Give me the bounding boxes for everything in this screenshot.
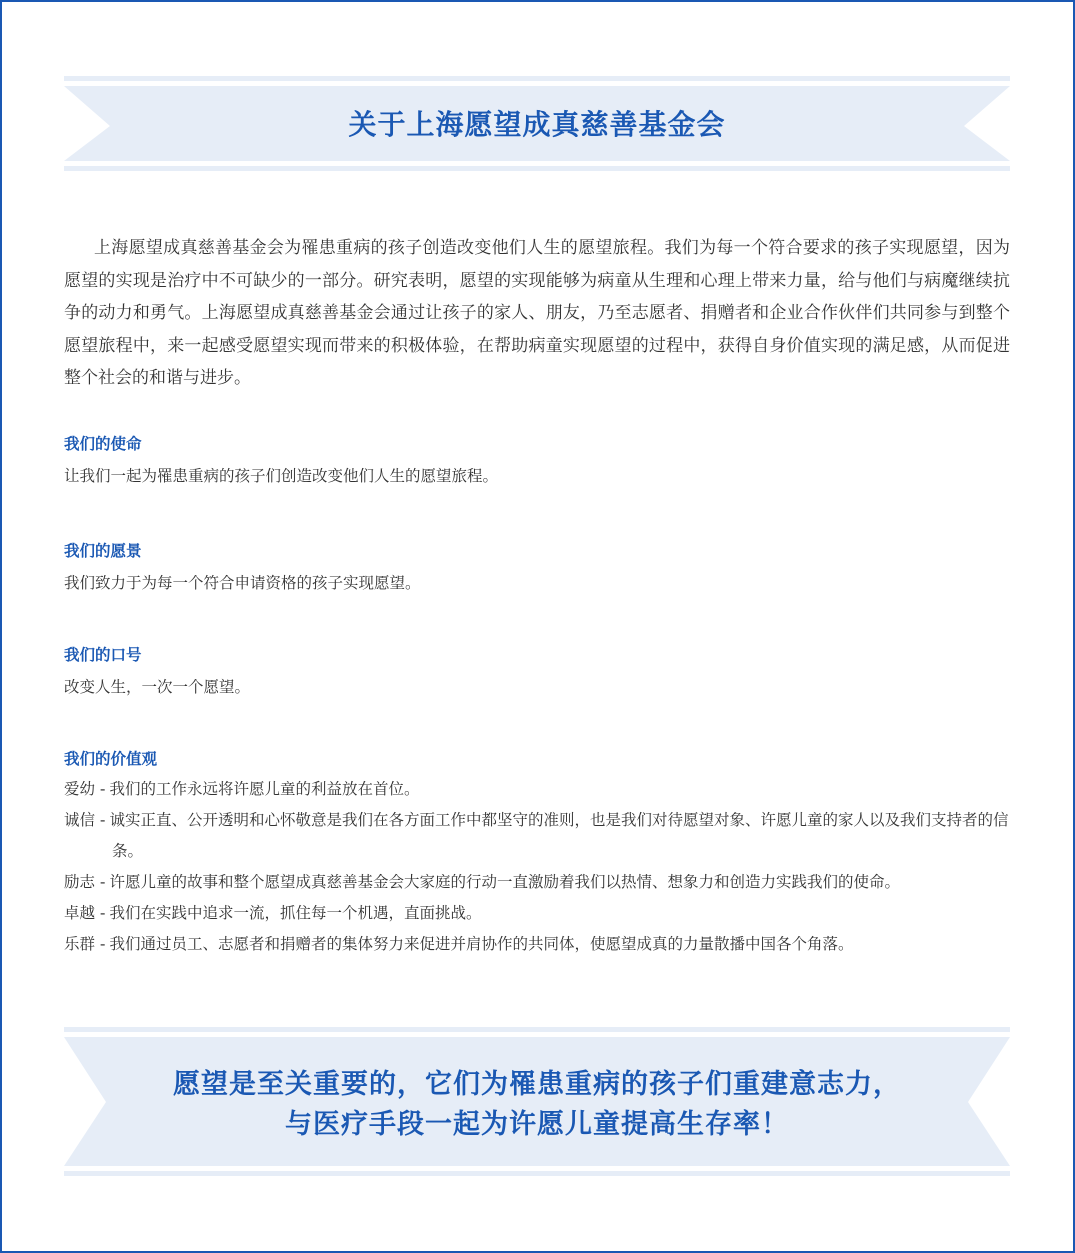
- value-key: 卓越 -: [64, 904, 106, 922]
- slogan-text: 改变人生，一次一个愿望。: [64, 678, 251, 696]
- title-banner: [64, 76, 1010, 171]
- vision-section: [64, 540, 1010, 594]
- values-heading: 我们的价值观: [64, 750, 158, 768]
- value-item-integrity: [64, 805, 1010, 867]
- footer-slogan-line2: 与医疗手段一起为许愿儿童提高生存率！: [285, 1109, 789, 1140]
- mission-text: 让我们一起为罹患重病的孩子们创造改变他们人生的愿望旅程。: [64, 467, 499, 485]
- slogan-heading: 我们的口号: [64, 646, 142, 664]
- value-key: 乐群 -: [64, 935, 106, 953]
- footer-banner: [64, 1027, 1010, 1176]
- value-key: 诚信 -: [64, 811, 106, 829]
- page-title: 关于上海愿望成真慈善基金会: [348, 108, 726, 141]
- intro-paragraph: 上海愿望成真慈善基金会为罹患重病的孩子创造改变他们人生的愿望旅程。我们为每一个符合要求的孩子实现愿望，因为愿望的实现是治疗中不可缺少的一部分。研究表明，愿望的实现能够为病童从生理和心理上带来力量，给与他们与病魔继续抗争的动力和勇气。上海愿望成真慈善基金会通过让孩子的家人、朋友，乃至志愿者、捐赠者和企业合作伙伴们共同参与到整个愿望旅程中，来一起感受愿望实现而带来的积极体验，在帮助病童实现愿望的过程中，获得自身价值实现的满足感，从而促进整个社会的和谐与进步。: [64, 238, 1010, 388]
- value-item-love: [64, 774, 1010, 805]
- footer-slogan-line1: 愿望是至关重要的，它们为罹患重病的孩子们重建意志力，: [173, 1069, 901, 1100]
- value-text: 我们的工作永远将许愿儿童的利益放在首位。: [109, 780, 420, 798]
- value-key: 爱幼 -: [64, 780, 106, 798]
- slogan-section: [64, 644, 1010, 698]
- mission-section: [64, 433, 1010, 487]
- value-key: 励志 -: [64, 873, 106, 891]
- value-item-inspiration: [64, 867, 1010, 898]
- mission-heading: 我们的使命: [64, 435, 142, 453]
- value-text: 我们通过员工、志愿者和捐赠者的集体努力来促进并肩协作的共同体，使愿望成真的力量散播中国各个角落。: [109, 935, 854, 953]
- value-text: 我们在实践中追求一流，抓住每一个机遇，直面挑战。: [109, 904, 482, 922]
- values-list: [64, 774, 1010, 960]
- value-text: 诚实正直、公开透明和心怀敬意是我们在各方面工作中都坚守的准则，也是我们对待愿望对象、许愿儿童的家人以及我们支持者的信条。: [109, 811, 1009, 860]
- value-item-community: [64, 929, 1010, 960]
- value-text: 许愿儿童的故事和整个愿望成真慈善基金会大家庭的行动一直激励着我们以热情、想象力和创造力实践我们的使命。: [109, 873, 901, 891]
- values-section: [64, 748, 1010, 960]
- vision-heading: 我们的愿景: [64, 542, 142, 560]
- value-item-excellence: [64, 898, 1010, 929]
- vision-text: 我们致力于为每一个符合申请资格的孩子实现愿望。: [64, 574, 421, 592]
